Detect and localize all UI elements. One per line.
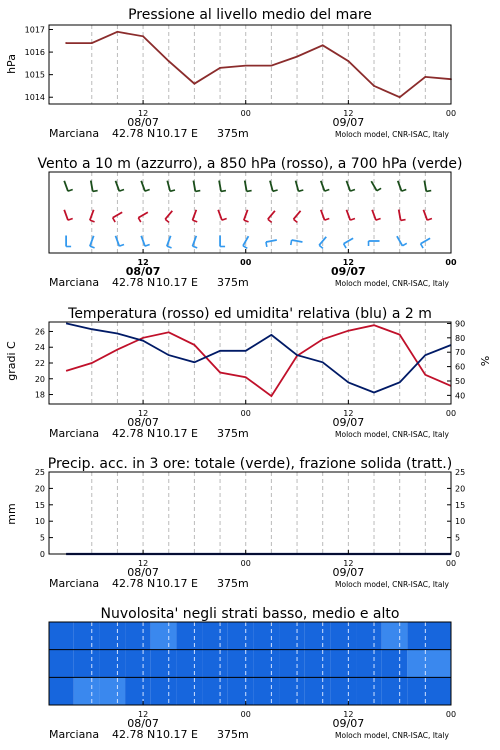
wind-barb-flag [291, 240, 292, 245]
cloud-cell [99, 677, 125, 705]
precip-ytick-label: 10 [34, 517, 45, 527]
wind-barb-shaft [244, 210, 248, 220]
location-name: Marciana [49, 728, 100, 741]
wind-barb-flag [119, 189, 124, 191]
date-label: 08/07 [127, 717, 159, 730]
time-tick-label: 00 [445, 559, 457, 568]
cloud-cell [407, 650, 451, 678]
model-credit: Moloch model, CNR-ISAC, Italy [335, 279, 449, 288]
wind-barb [245, 181, 252, 192]
model-credit: Moloch model, CNR-ISAC, Italy [335, 580, 449, 589]
time-tick-label: 00 [240, 258, 252, 267]
wind-barb [397, 236, 407, 246]
wind-barb-flag [426, 191, 431, 192]
pressure-ytick-label: 1014 [24, 93, 45, 103]
cloud-cell [99, 622, 125, 650]
pressure-ytick-label: 1016 [24, 48, 45, 58]
humidity-ylabel: % [479, 355, 492, 367]
cloud-cell [202, 622, 228, 650]
cloud-cell [356, 622, 382, 650]
wind-barb-shaft [193, 181, 195, 192]
location-lat: 42.78 N [112, 427, 156, 440]
cloud-cell [253, 650, 279, 678]
wind-barb [399, 210, 406, 221]
wind-barb-flag [145, 244, 150, 246]
model-credit: Moloch model, CNR-ISAC, Italy [335, 430, 449, 439]
time-tick-label: 00 [240, 559, 251, 568]
wind-barb-flag [165, 219, 169, 222]
wind-barb-flag [350, 189, 355, 191]
wind-barb-shaft [372, 210, 376, 220]
humidity-ytick-label: 70 [455, 348, 466, 358]
humidity-ytick-label: 80 [455, 333, 466, 343]
wind-barb-shaft [64, 210, 68, 220]
time-tick-label: 12 [137, 559, 149, 568]
wind-barb [220, 236, 225, 247]
wind-barb-shaft [266, 240, 277, 242]
wind-barb-flag [119, 244, 124, 246]
cloud-cell [74, 622, 100, 650]
location-lon: 10.17 E [156, 728, 198, 741]
pressure-point [424, 76, 426, 78]
pressure-point [399, 96, 401, 98]
precip-ytick-label: 0 [39, 550, 45, 559]
wind-barb-shaft [399, 210, 401, 221]
wind-barb [346, 181, 354, 191]
precip-ytick-label-right: 20 [455, 484, 466, 494]
time-tick-label: 00 [445, 258, 457, 267]
precip-ytick-label: 5 [39, 533, 45, 543]
cloud-cell [228, 677, 254, 705]
wind-barb-flag [221, 191, 226, 192]
temperature-chart-title: Temperatura (rosso) ed umidita' relativa (blu) a 2 m [68, 306, 432, 322]
wind-barb-flag [170, 190, 175, 191]
wind-barb-shaft [193, 210, 197, 220]
pressure-point [347, 60, 349, 62]
date-label: 09/07 [332, 566, 365, 579]
cloud-chart-title: Nuvolosita' negli strati basso, medio e alto [100, 606, 400, 622]
pressure-point [65, 42, 67, 44]
time-tick-label: 00 [445, 409, 457, 418]
wind-barb-flag [376, 218, 381, 220]
pressure-point [219, 67, 221, 69]
cloud-cell [253, 677, 279, 705]
wind-barb [64, 181, 72, 191]
wind-barb-flag [244, 220, 249, 222]
precip-ytick-label: 15 [34, 500, 45, 510]
time-tick-label: 00 [445, 109, 457, 118]
precip-plot-frame [49, 472, 451, 554]
wind-barb [346, 210, 354, 220]
cloud-cell [228, 650, 254, 678]
cloud-cell [356, 677, 382, 705]
cloud-cell [356, 650, 382, 678]
date-label: 09/07 [332, 416, 365, 429]
wind-barb-flag [377, 188, 381, 191]
precip-ytick-label-right: 10 [455, 517, 466, 527]
wind-barb-shaft [321, 210, 325, 220]
pressure-chart-title: Pressione al livello medio del mare [128, 7, 372, 23]
wind-barb-flag [243, 246, 247, 249]
wind-barb-shaft [245, 181, 247, 192]
time-tick-label: 12 [137, 710, 149, 719]
wind-barb-flag [90, 246, 95, 248]
wind-barb-flag [294, 219, 298, 222]
wind-barb-flag [427, 218, 432, 220]
location-elev: 375m [217, 577, 249, 590]
cloud-cell [74, 650, 100, 678]
precip-ytick-label-right: 5 [455, 533, 461, 543]
pressure-point [296, 56, 298, 58]
wind-barb-flag [167, 246, 172, 248]
location-lon: 10.17 E [156, 577, 198, 590]
time-tick-label: 12 [343, 559, 354, 568]
time-tick-label: 12 [137, 409, 149, 418]
wind-barb-flag [401, 220, 406, 221]
location-lat: 42.78 N [112, 276, 156, 289]
cloud-cell [305, 622, 331, 650]
wind-chart-title: Vento a 10 m (azzurro), a 850 hPa (rosso), a 700 hPa (verde) [37, 156, 463, 172]
cloud-cell [151, 622, 177, 650]
cloud-cell [407, 622, 451, 650]
temperature-ytick-label: 22 [34, 359, 45, 368]
wind-barb-flag [68, 189, 73, 191]
cloud-cell [228, 622, 254, 650]
temperature-ylabel: gradi C [5, 341, 18, 381]
wind-barb [321, 181, 329, 191]
wind-barb-shaft [423, 210, 427, 220]
wind-barb-flag [222, 218, 227, 220]
precip-ytick-label: 20 [34, 484, 45, 494]
wind-barb [321, 210, 329, 220]
wind-barb-flag [325, 189, 330, 191]
wind-barb [423, 210, 431, 220]
pressure-point [117, 31, 119, 33]
time-tick-label: 12 [343, 710, 354, 719]
location-lat: 42.78 N [112, 127, 156, 140]
location-elev: 375m [217, 427, 249, 440]
time-tick-label: 00 [240, 710, 251, 719]
wind-barb-shaft [218, 210, 222, 220]
location-lon: 10.17 E [156, 127, 198, 140]
cloud-cell [305, 650, 331, 678]
location-name: Marciana [49, 427, 100, 440]
chart-layer [25, 25, 466, 741]
wind-barb [91, 181, 98, 192]
time-tick-label: 00 [445, 710, 457, 719]
cloud-cell [176, 650, 202, 678]
wind-barb [193, 181, 200, 192]
wind-barb [219, 181, 226, 192]
pressure-ytick-label: 1015 [24, 70, 45, 80]
cloud-cell [49, 622, 74, 650]
wind-barb [66, 236, 71, 247]
temperature-ytick-label: 20 [34, 374, 45, 384]
cloud-cell [330, 622, 356, 650]
wind-barb-flag [344, 244, 347, 248]
wind-barb [398, 181, 406, 191]
pressure-point [194, 83, 196, 85]
wind-barb-shaft [346, 210, 350, 220]
cloud-cell [305, 677, 331, 705]
time-tick-label: 12 [343, 109, 354, 118]
pressure-point [142, 35, 144, 37]
date-label: 09/07 [332, 717, 365, 730]
wind-barb [371, 181, 381, 191]
pressure-ytick-label: 1017 [24, 25, 45, 35]
time-tick-label: 12 [137, 109, 149, 118]
wind-barb [193, 236, 198, 248]
wind-barb [116, 236, 124, 246]
model-credit: Moloch model, CNR-ISAC, Italy [335, 130, 449, 139]
location-lat: 42.78 N [112, 577, 156, 590]
wind-barb-flag [325, 218, 330, 220]
cloud-cell [279, 622, 305, 650]
wind-barb-flag [93, 191, 98, 192]
precip-ylabel: mm [5, 503, 18, 525]
cloud-cell [125, 622, 151, 650]
wind-barb-flag [193, 220, 198, 222]
wind-barb-shaft [424, 181, 426, 192]
temperature-plot-frame [49, 322, 451, 404]
wind-barb-shaft [91, 181, 93, 192]
wind-barb-flag [402, 189, 407, 191]
wind-barb-shaft [64, 181, 68, 191]
time-tick-label: 12 [343, 409, 354, 418]
cloud-cell [330, 677, 356, 705]
pressure-plot-frame [49, 25, 451, 104]
wind-barb-shaft [292, 240, 303, 242]
wind-barb-shaft [219, 181, 221, 192]
date-label: 09/07 [331, 265, 366, 278]
pressure-line [66, 32, 451, 97]
location-name: Marciana [49, 276, 100, 289]
wind-barb-flag [68, 218, 73, 220]
precip-ytick-label: 25 [34, 468, 45, 477]
precip-ytick-label-right: 0 [455, 550, 461, 559]
wind-barb-flag [402, 243, 406, 246]
location-elev: 375m [217, 276, 249, 289]
cloud-cell [253, 622, 279, 650]
cloud-cell [330, 650, 356, 678]
wind-barb [141, 236, 149, 246]
precip-ytick-label-right: 15 [455, 500, 466, 510]
date-label: 08/07 [127, 566, 159, 579]
temperature-ytick-label: 24 [34, 343, 45, 353]
humidity-line [66, 323, 451, 392]
temperature-ytick-label: 26 [34, 327, 45, 337]
cloud-cell [49, 677, 74, 705]
cloud-cell [151, 677, 177, 705]
wind-barb [90, 210, 95, 222]
date-label: 09/07 [332, 116, 365, 129]
temperature-ytick-label: 18 [34, 390, 45, 400]
cloud-cell [382, 677, 408, 705]
location-lat: 42.78 N [112, 728, 156, 741]
model-credit: Moloch model, CNR-ISAC, Italy [335, 731, 449, 740]
time-tick-label: 00 [240, 409, 251, 418]
time-tick-label: 12 [137, 258, 149, 267]
pressure-point [270, 65, 272, 67]
cloud-cell [407, 677, 451, 705]
cloud-cell [382, 622, 408, 650]
location-name: Marciana [49, 577, 100, 590]
humidity-ytick-label: 50 [455, 376, 466, 386]
wind-barb [372, 210, 380, 220]
wind-barb [218, 210, 226, 220]
pressure-point [245, 65, 247, 67]
wind-barb-flag [273, 190, 278, 191]
location-elev: 375m [217, 127, 249, 140]
pressure-point [168, 60, 170, 62]
wind-barb [141, 181, 149, 191]
wind-barb-flag [138, 218, 141, 222]
wind-barb-shaft [90, 210, 94, 220]
humidity-ytick-label: 40 [455, 391, 466, 401]
location-lon: 10.17 E [156, 276, 198, 289]
location-name: Marciana [49, 127, 100, 140]
location-lon: 10.17 E [156, 427, 198, 440]
wind-barb-flag [145, 189, 150, 191]
pressure-point [322, 44, 324, 46]
wind-barb-flag [113, 218, 116, 222]
cloud-cell [176, 677, 202, 705]
cloud-cell [176, 622, 202, 650]
cloud-cell [49, 650, 74, 678]
precip-chart-title: Precip. acc. in 3 ore: totale (verde), frazione solida (tratt.) [47, 456, 453, 472]
wind-barb [64, 210, 72, 220]
wind-barb-flag [195, 191, 200, 192]
precip-ytick-label-right: 25 [455, 468, 466, 477]
wind-plot-frame [49, 172, 451, 253]
wind-barb [116, 181, 124, 191]
cloud-cell [74, 677, 100, 705]
cloud-cell [382, 650, 408, 678]
wind-barb-flag [268, 219, 272, 222]
date-label: 08/07 [127, 116, 159, 129]
wind-barb-flag [266, 242, 267, 247]
wind-barb-flag [247, 191, 252, 192]
wind-barb-flag [421, 244, 424, 248]
cloud-cell [151, 650, 177, 678]
cloud-cell [99, 650, 125, 678]
time-tick-label: 12 [342, 258, 354, 267]
cloud-cell [279, 677, 305, 705]
cloud-cell [125, 650, 151, 678]
humidity-ytick-label: 60 [455, 362, 466, 372]
humidity-ytick-label: 90 [455, 319, 466, 329]
cloud-cell [202, 677, 228, 705]
wind-barb [244, 210, 249, 222]
date-label: 08/07 [125, 265, 161, 278]
wind-barb [424, 181, 431, 192]
pressure-ylabel: hPa [5, 54, 18, 74]
pressure-point [91, 42, 93, 44]
cloud-cell [279, 650, 305, 678]
wind-barb-flag [193, 246, 198, 248]
cloud-cell [202, 650, 228, 678]
cloud-cell [125, 677, 151, 705]
date-label: 08/07 [127, 416, 159, 429]
wind-barb-flag [350, 218, 355, 220]
wind-barb [167, 236, 172, 248]
location-elev: 375m [217, 728, 249, 741]
time-tick-label: 00 [240, 109, 251, 118]
wind-barb-flag [298, 190, 303, 191]
wind-barb-flag [90, 220, 95, 222]
wind-barb [90, 236, 95, 248]
wind-barb [193, 210, 198, 222]
pressure-point [373, 85, 375, 87]
